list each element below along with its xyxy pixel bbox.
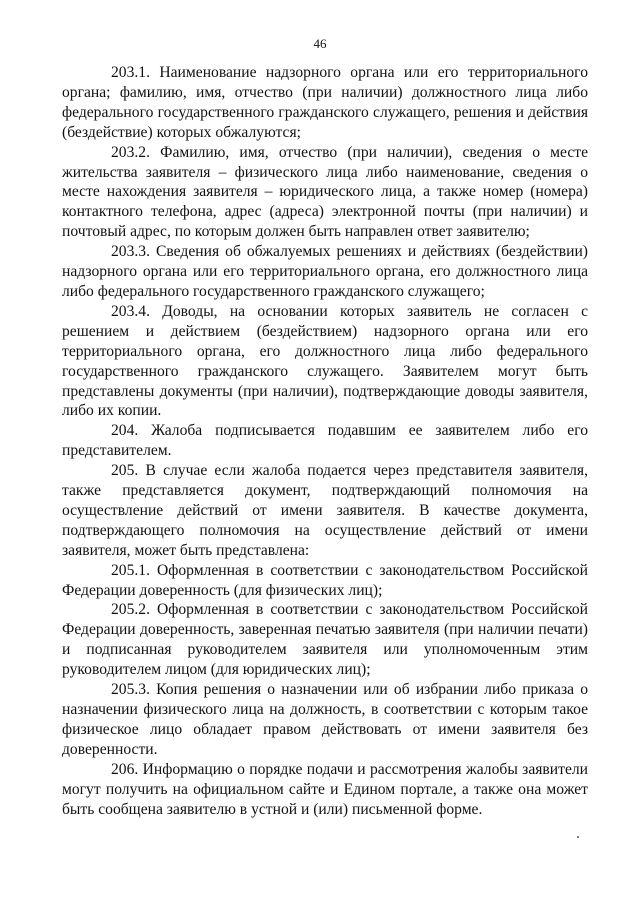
scan-speck bbox=[577, 836, 579, 838]
paragraph-205-3: 205.3. Копия решения о назначении или об избрании либо приказа о назначении физического лица на должность, в соответствии с которым такое физическое лицо обладает правом действовать от имени заявителя без доверенности. bbox=[62, 681, 588, 758]
paragraph-203-4: 203.4. Доводы, на основании которых заявитель не согласен с решением и действием (бездействием) надзорного органа или его территориального органа, его должностного лица либо федерального государственного гражданского служащего. Заявителем могут быть представлены документы (при наличии), подтверждающие доводы заявителя, либо их копии. bbox=[62, 302, 588, 420]
paragraph-204: 204. Жалоба подписывается подавшим ее заявителем либо его представителем. bbox=[62, 422, 588, 460]
paragraph-203-1: 203.1. Наименование надзорного органа или его территориального органа; фамилию, имя, отчество (при наличии) должностного лица либо федерального государственного гражданского служащего, решения и действия (бездействие) которых обжалуются; bbox=[62, 64, 588, 141]
paragraph-205-1: 205.1. Оформленная в соответствии с законодательством Российской Федерации доверенность (для физических лиц); bbox=[62, 561, 588, 599]
paragraph-206: 206. Информацию о порядке подачи и рассмотрения жалобы заявители могут получить на официальном сайте и Едином портале, а также она может быть сообщена заявителю в устной и (или) письменной форме. bbox=[62, 760, 588, 818]
paragraph-205-2: 205.2. Оформленная в соответствии с законодательством Российской Федерации доверенность, заверенная печатью заявителя (при наличии печати) и подписанная руководителем заявителя или уполномоченным этим руководителем лицом (для юридических лиц); bbox=[62, 601, 588, 679]
page-number: 46 bbox=[313, 36, 327, 51]
paragraph-203-2: 203.2. Фамилию, имя, отчество (при наличии), сведения о месте жительства заявителя – физического лица либо наименование, сведения о месте нахождения заявителя – юридического лица, а также номер (номера) контактного телефона, адрес (адреса) электронной почты (при наличии) и почтовый адрес, по которым должен быть направлен ответ заявителю; bbox=[62, 143, 588, 241]
paragraph-205: 205. В случае если жалоба подается через представителя заявителя, также представляется документ, подтверждающий полномочия на осуществление действий от имени заявителя. В качестве документа, подтверждающего полномочия на осуществление действий от имени заявителя, может быть представлена: bbox=[62, 462, 588, 559]
paragraph-203-3: 203.3. Сведения об обжалуемых решениях и действиях (бездействии) надзорного органа или его территориального органа, его должностного лица либо федерального государственного гражданского служащего; bbox=[62, 243, 588, 300]
document-body bbox=[62, 63, 588, 819]
